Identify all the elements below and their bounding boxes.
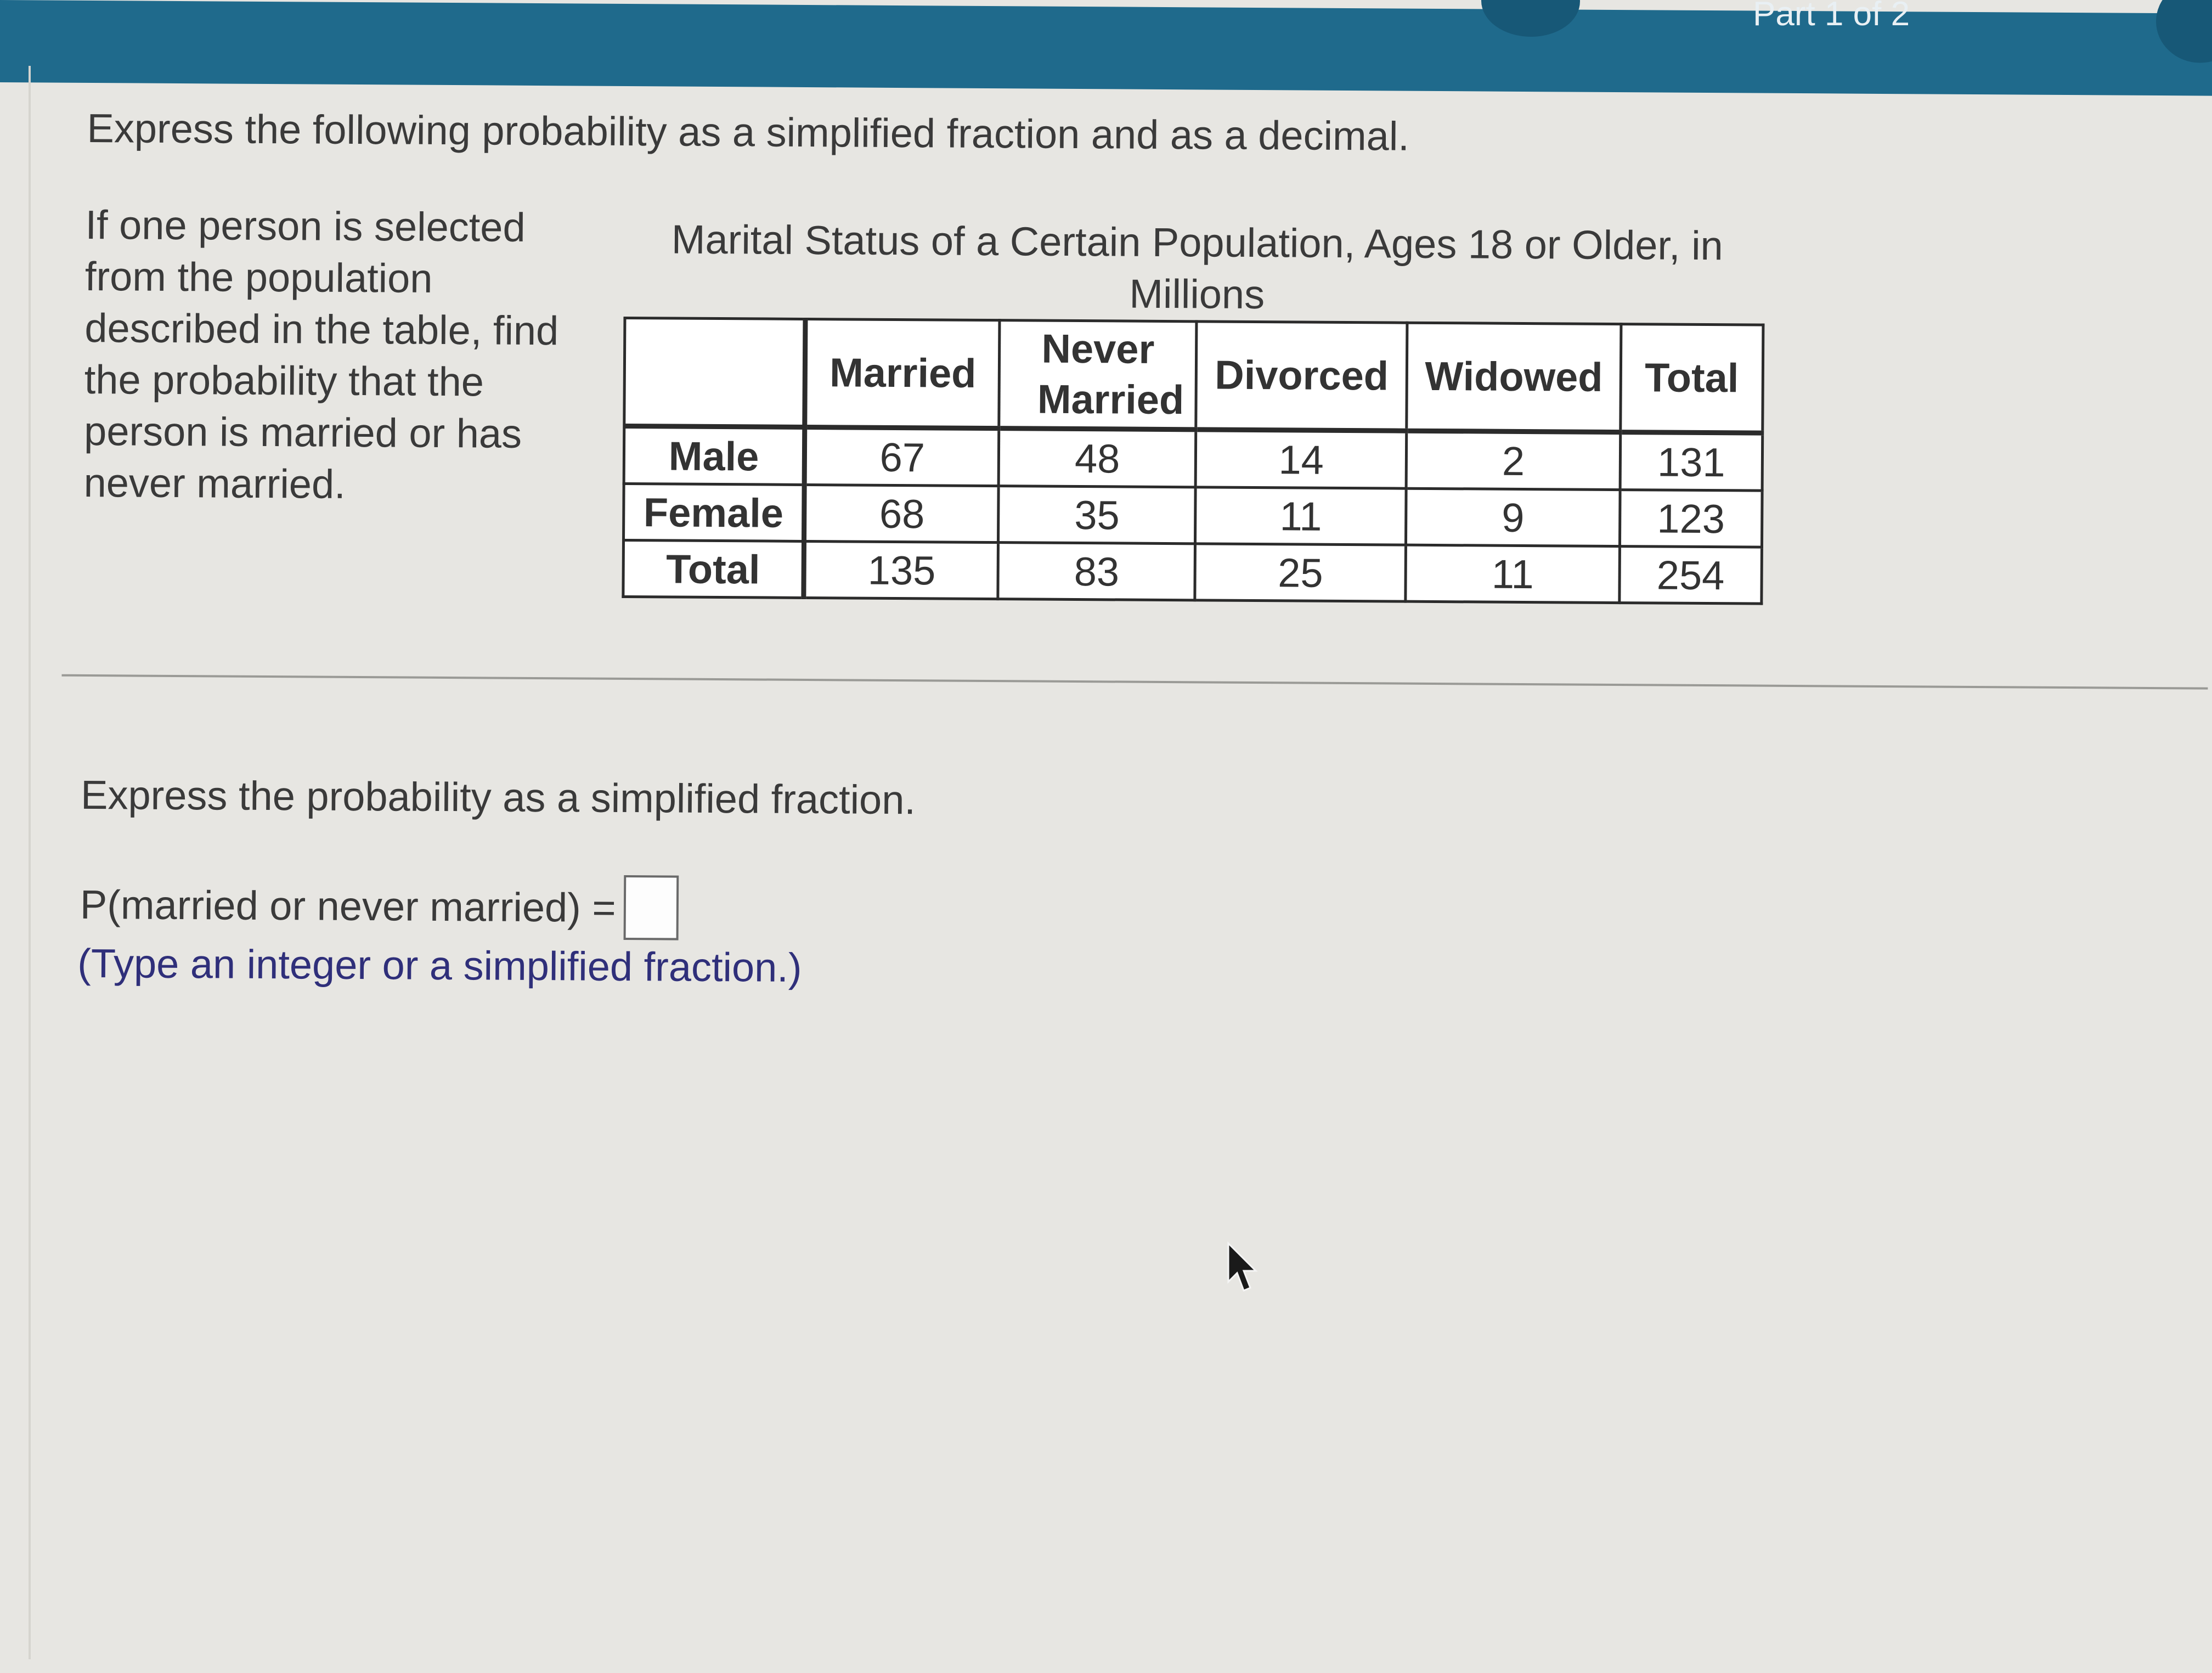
row-header-female: Female (624, 483, 805, 541)
table-cell: 25 (1195, 544, 1406, 601)
table-cell: 83 (998, 543, 1195, 600)
table-cell: 11 (1195, 487, 1407, 545)
table-corner-cell (624, 318, 805, 427)
table-cell: 2 (1407, 431, 1621, 489)
table-cell: 135 (804, 541, 998, 599)
table-title: Marital Status of a Certain Population, Ages 18 or Older, in Millions (671, 216, 1723, 318)
answer-row (80, 872, 679, 940)
mouse-pointer-icon (1226, 1241, 1259, 1296)
answer-hint: (Type an integer or a simplified fraction.) (77, 940, 802, 990)
column-header-widowed: Widowed (1407, 323, 1621, 432)
table-cell: 14 (1195, 430, 1407, 488)
table-cell: 131 (1620, 432, 1763, 491)
question-prompt: Express the probability as a simplified fraction. (80, 771, 916, 823)
table-cell: 123 (1620, 490, 1762, 548)
table-cell: 48 (999, 429, 1196, 487)
table-cell: 9 (1406, 488, 1620, 546)
table-cell: 67 (804, 427, 999, 486)
part-indicator: Part 1 of 2 (1753, 0, 1910, 33)
problem-statement: If one person is selected from the population described in the table, find the probability that the person is married or has never married. (83, 201, 559, 507)
table-row-total (623, 540, 1762, 604)
column-header-married: Married (805, 319, 1000, 428)
table-cell: 35 (998, 486, 1195, 544)
row-header-male: Male (624, 426, 805, 485)
column-header-total: Total (1621, 324, 1763, 433)
table-row-male (624, 426, 1763, 491)
table-cell: 11 (1406, 545, 1620, 602)
answer-input[interactable] (623, 875, 679, 940)
table-cell: 68 (804, 485, 999, 542)
row-header-total: Total (623, 540, 804, 598)
instruction-text: Express the following probability as a simplified fraction and as a decimal. (87, 105, 1410, 159)
answer-label: P(married or never married) = (80, 881, 616, 931)
column-header-never-married-label: Never Married (1037, 325, 1184, 423)
table-cell: 254 (1620, 547, 1762, 604)
column-header-never-married (999, 320, 1197, 430)
table-header-row (624, 318, 1763, 433)
table-row-female (624, 483, 1763, 547)
marital-status-table (622, 317, 1764, 605)
section-divider (61, 674, 2208, 690)
column-header-divorced: Divorced (1196, 322, 1408, 431)
